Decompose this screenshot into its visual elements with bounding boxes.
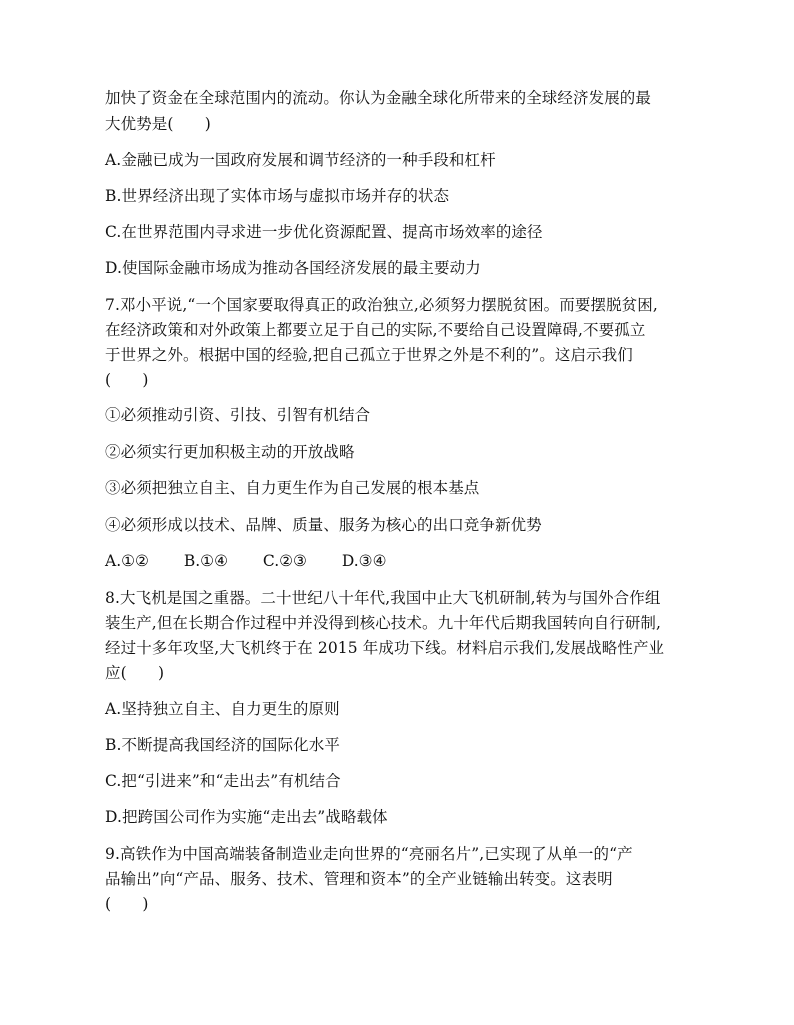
q6-option-c: C.在世界范围内寻求进一步优化资源配置、提高市场效率的途径: [105, 223, 543, 241]
q7-stem-line-1: 7.邓小平说,“一个国家要取得真正的政治独立,必须努力摆脱贫困。而要摆脱贫困,: [105, 296, 658, 314]
q7-choice-b: B.①④: [183, 552, 228, 570]
q6-option-b: B.世界经济出现了实体市场与虚拟市场并存的状态: [105, 187, 450, 205]
q7-choice-d: D.③④: [341, 552, 387, 570]
q8-option-c: C.把“引进来”和“走出去”有机结合: [105, 772, 341, 790]
q6-stem-line-1: 加快了资金在全球范围内的流动。你认为金融全球化所带来的全球经济发展的最: [105, 89, 652, 107]
q7-choices: [105, 551, 416, 571]
q9-stem-line-3: ( ): [105, 895, 149, 913]
q6-option-d: D.使国际金融市场成为推动各国经济发展的最主要动力: [105, 259, 481, 277]
q6-option-a: A.金融已成为一国政府发展和调节经济的一种手段和杠杆: [105, 151, 496, 169]
q7-statement-2: ②必须实行更加积极主动的开放战略: [105, 443, 355, 461]
q8-option-a: A.坚持独立自主、自力更生的原则: [105, 700, 340, 718]
q8-stem-line-2: 装生产,但在长期合作过程中并没得到核心技术。九十年代后期我国转向自行研制,: [105, 614, 662, 632]
q7-statement-4: ④必须形成以技术、品牌、质量、服务为核心的出口竞争新优势: [105, 516, 542, 534]
q7-choice-a: A.①②: [105, 552, 149, 570]
q8-option-b: B.不断提高我国经济的国际化水平: [105, 736, 340, 754]
q7-statement-3: ③必须把独立自主、自力更生作为自己发展的根本基点: [105, 479, 480, 497]
q7-choice-c: C.②③: [262, 552, 307, 570]
q9-stem-line-1: 9.高铁作为中国高端装备制造业走向世界的“亮丽名片”,已实现了从单一的“产: [105, 845, 633, 863]
q8-stem-line-3: 经过十多年攻坚,大飞机终于在 2015 年成功下线。材料启示我们,发展战略性产业: [105, 639, 665, 657]
q8-stem-line-1: 8.大飞机是国之重器。二十世纪八十年代,我国中止大飞机研制,转为与国外合作组: [105, 589, 661, 607]
q7-stem-line-3: 于世界之外。根据中国的经验,把自己孤立于世界之外是不利的”。这启示我们: [105, 346, 633, 364]
q8-option-d: D.把跨国公司作为实施“走出去”战略载体: [105, 808, 388, 826]
q6-stem-line-2: 大优势是( ): [105, 115, 211, 133]
q7-stem-line-4: ( ): [105, 371, 149, 389]
q7-statement-1: ①必须推动引资、引技、引智有机结合: [105, 406, 371, 424]
q7-stem-line-2: 在经济政策和对外政策上都要立足于自己的实际,不要给自己设置障碍,不要孤立: [105, 321, 646, 339]
q8-stem-line-4: 应( ): [105, 664, 165, 682]
q9-stem-line-2: 品输出”向“产品、服务、技术、管理和资本”的全产业链输出转变。这表明: [105, 870, 613, 888]
